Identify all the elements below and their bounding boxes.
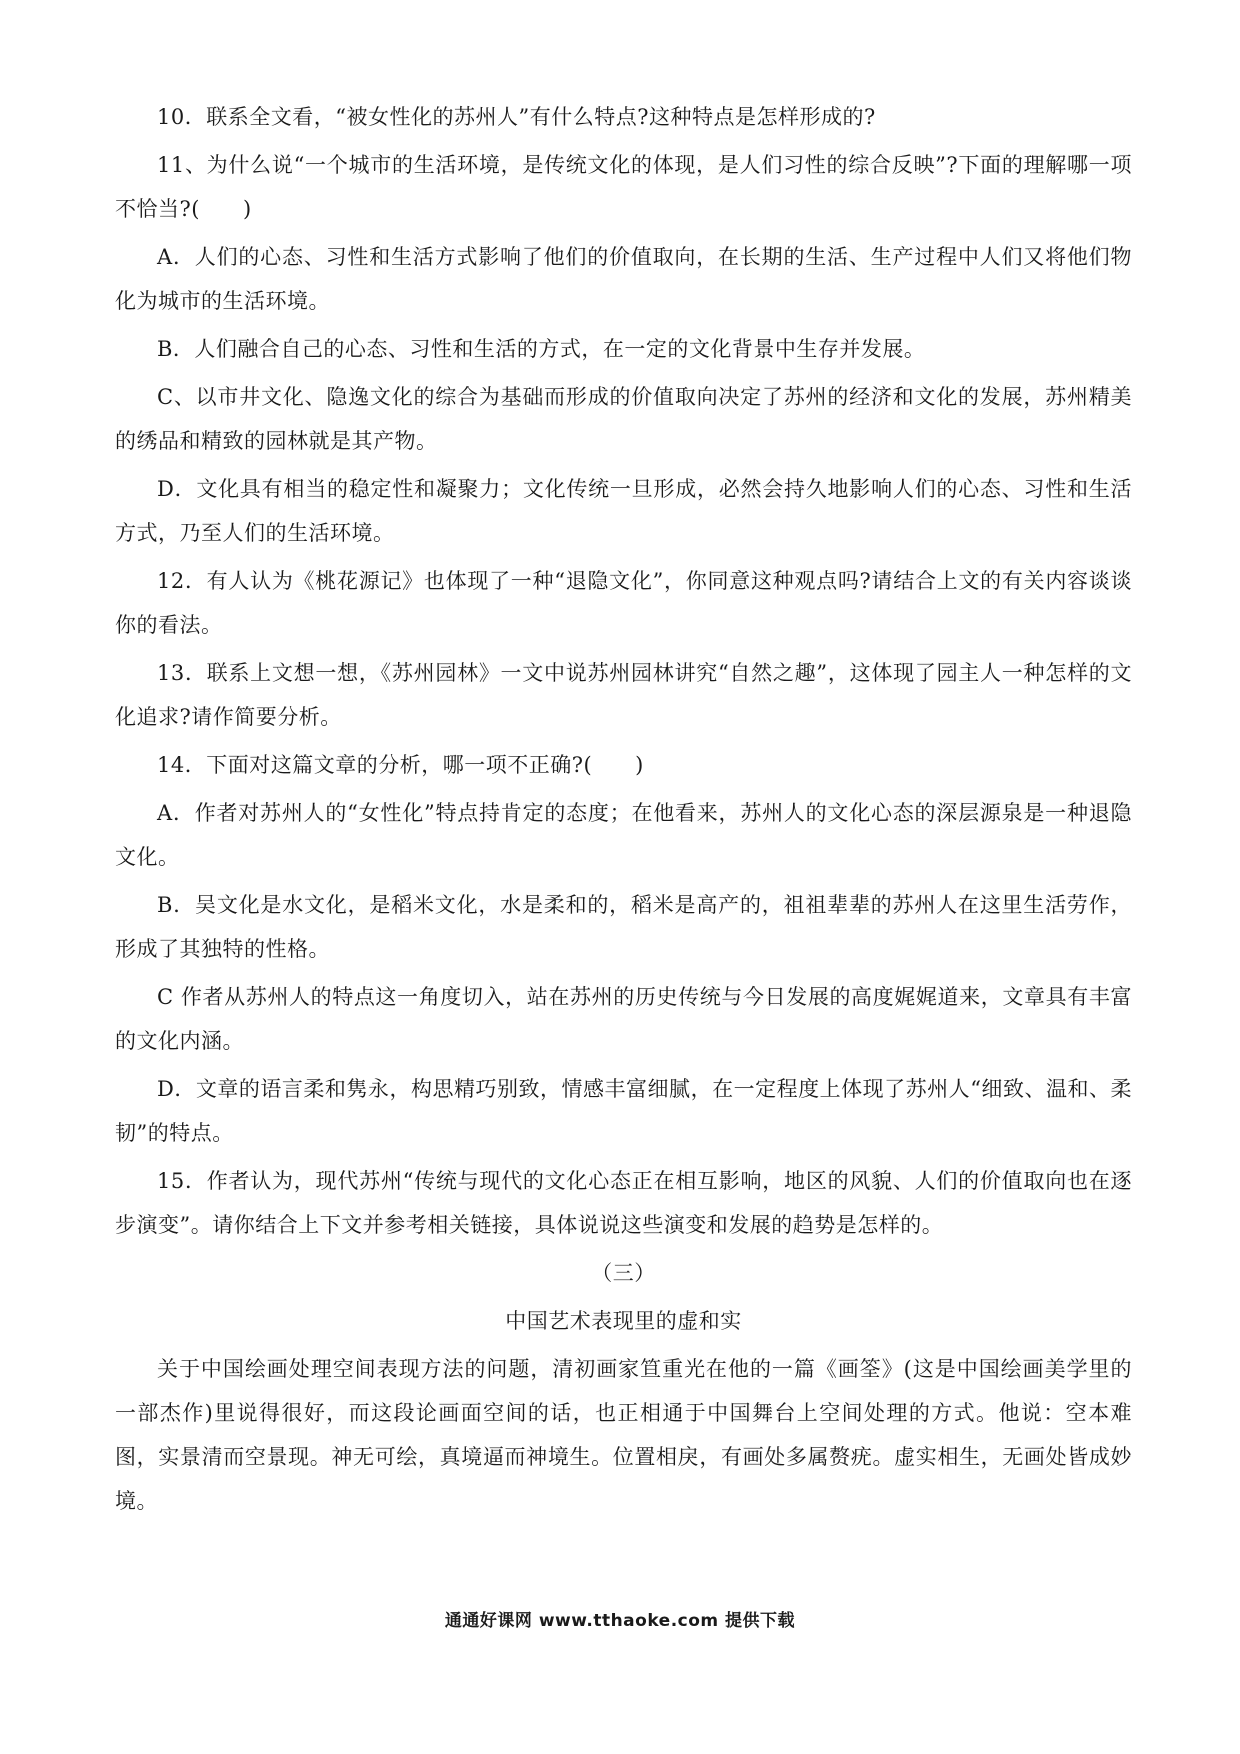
section-number: （三） [591, 1261, 656, 1285]
question-10: 10．联系全文看，“被女性化的苏州人”有什么特点?这种特点是怎样形成的? [157, 105, 876, 129]
passage-paragraph: 关于中国绘画处理空间表现方法的问题，清初画家笪重光在他的一篇《画筌》(这是中国绘画美学里的一部杰作)里说得很好，而这段论画面空间的话，也正相通于中国舞台上空间处理的方式。他说：空本难图，实景清而空景现。神无可绘，真境逼而神境生。位置相戾，有画处多属赘疣。虚实相生，无画处皆成妙境。 [115, 1357, 1132, 1513]
question-11-option-d: D．文化具有相当的稳定性和凝聚力；文化传统一旦形成，必然会持久地影响人们的心态、习性和生活方式，乃至人们的生活环境。 [115, 477, 1132, 545]
question-13: 13．联系上文想一想，《苏州园林》一文中说苏州园林讲究“自然之趣”，这体现了园主人一种怎样的文化追求?请作简要分析。 [115, 661, 1132, 729]
document-body [115, 95, 1132, 1527]
question-15: 15．作者认为，现代苏州“传统与现代的文化心态正在相互影响，地区的风貌、人们的价值取向也在逐步演变”。请你结合上下文并参考相关链接，具体说说这些演变和发展的趋势是怎样的。 [115, 1169, 1132, 1237]
section-title: 中国艺术表现里的虚和实 [505, 1309, 742, 1333]
page-footer: 通通好课网 www.tthaoke.com 提供下载 [444, 1611, 796, 1631]
question-14-option-b: B．吴文化是水文化，是稻米文化，水是柔和的，稻米是高产的，祖祖辈辈的苏州人在这里生活劳作，形成了其独特的性格。 [115, 893, 1132, 961]
question-12: 12．有人认为《桃花源记》也体现了一种“退隐文化”，你同意这种观点吗?请结合上文的有关内容谈谈你的看法。 [115, 569, 1132, 637]
question-11-option-b: B．人们融合自己的心态、习性和生活的方式，在一定的文化背景中生存并发展。 [157, 337, 926, 361]
question-14: 14．下面对这篇文章的分析，哪一项不正确?( ) [157, 753, 644, 777]
question-11-option-c: C、以市井文化、隐逸文化的综合为基础而形成的价值取向决定了苏州的经济和文化的发展，苏州精美的绣品和精致的园林就是其产物。 [115, 385, 1132, 453]
question-14-option-a: A．作者对苏州人的“女性化”特点持肯定的态度；在他看来，苏州人的文化心态的深层源泉是一种退隐文化。 [115, 801, 1132, 869]
question-11-option-a: A．人们的心态、习性和生活方式影响了他们的价值取向，在长期的生活、生产过程中人们又将他们物化为城市的生活环境。 [115, 245, 1132, 313]
question-14-option-d: D．文章的语言柔和隽永，构思精巧别致，情感丰富细腻，在一定程度上体现了苏州人“细致、温和、柔韧”的特点。 [115, 1077, 1132, 1145]
question-11: 11、为什么说“一个城市的生活环境，是传统文化的体现，是人们习性的综合反映”?下面的理解哪一项不恰当?( ) [115, 153, 1132, 221]
question-14-option-c: C 作者从苏州人的特点这一角度切入，站在苏州的历史传统与今日发展的高度娓娓道来，文章具有丰富的文化内涵。 [115, 985, 1132, 1053]
